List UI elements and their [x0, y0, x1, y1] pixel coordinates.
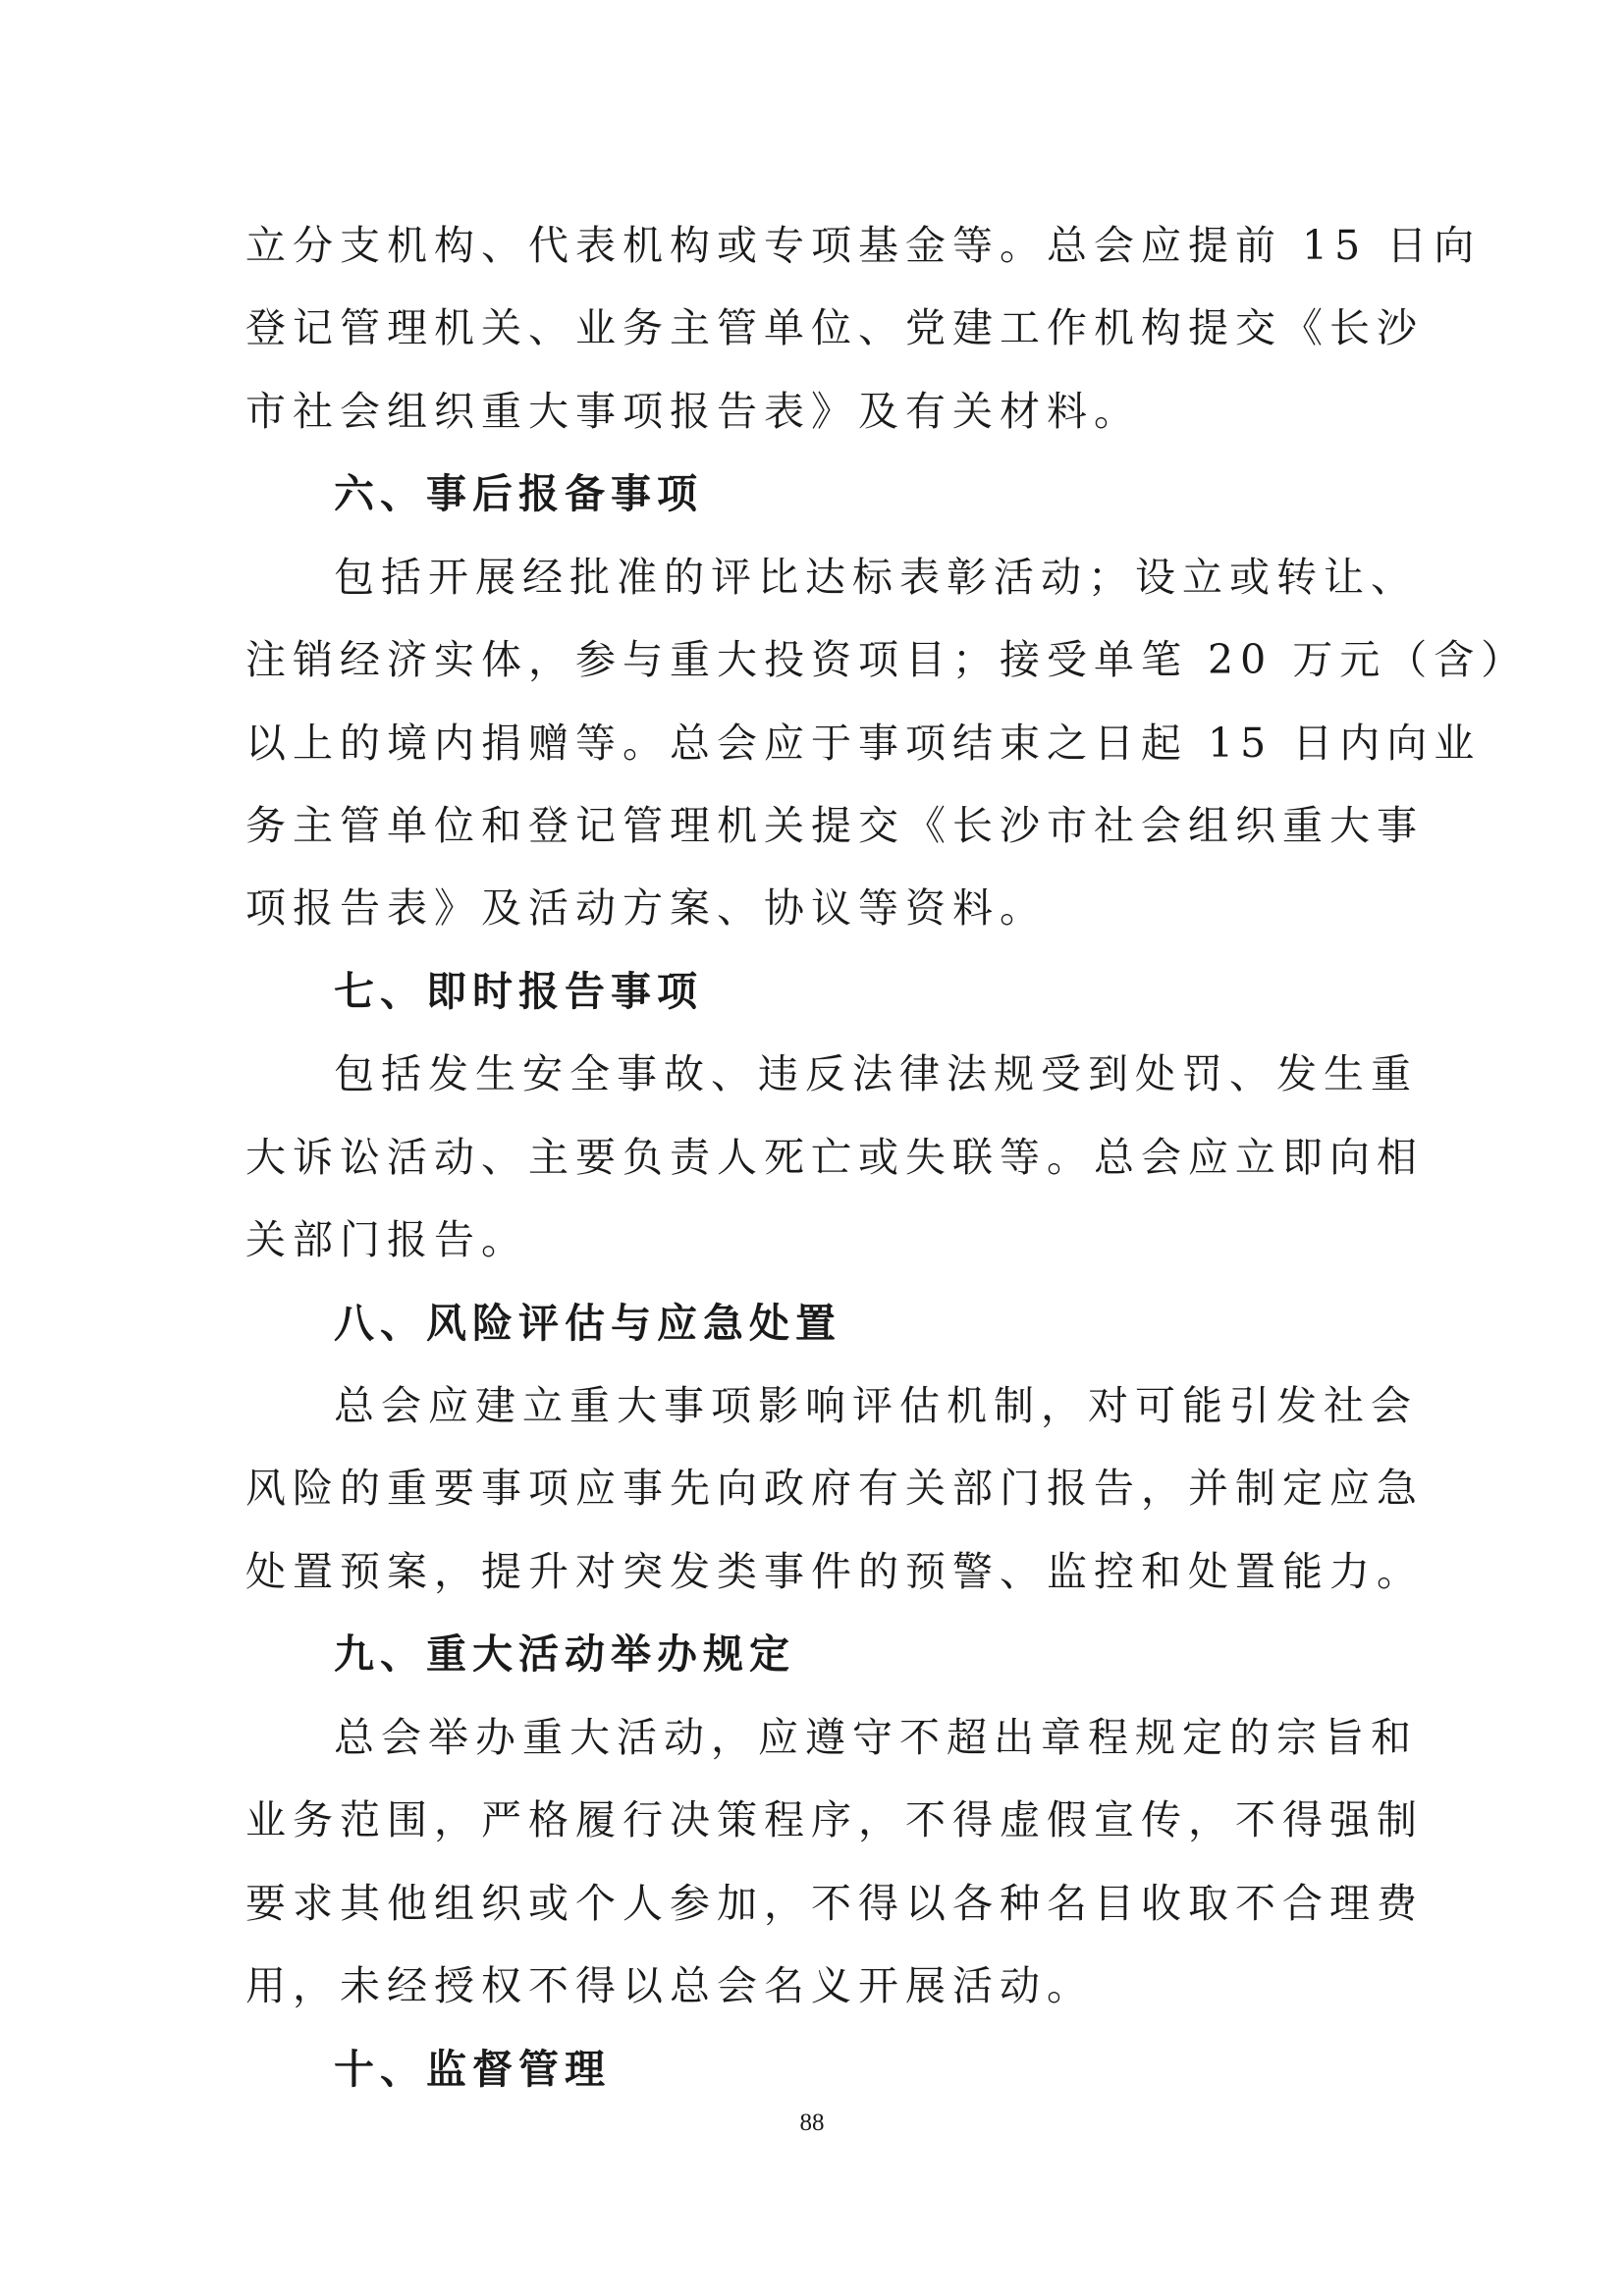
paragraph-line: 大诉讼活动、主要负责人死亡或失联等。总会应立即向相 — [245, 1134, 1424, 1181]
section-heading: 七、即时报告事项 — [334, 968, 703, 1015]
paragraph-line: 风险的重要事项应事先向政府有关部门报告，并制定应急 — [245, 1465, 1424, 1512]
paragraph-line: 关部门报告。 — [245, 1216, 528, 1263]
paragraph-line: 用，未经授权不得以总会名义开展活动。 — [245, 1962, 1094, 2009]
paragraph-line: 总会应建立重大事项影响评估机制，对可能引发社会 — [334, 1382, 1418, 1429]
paragraph-line: 项报告表》及活动方案、协议等资料。 — [245, 884, 1047, 932]
paragraph-line: 立分支机构、代表机构或专项基金等。总会应提前 15 日向 — [245, 222, 1482, 269]
paragraph-line: 注销经济实体，参与重大投资项目；接受单笔 20 万元（含） — [245, 636, 1529, 683]
paragraph-line: 业务范围，严格履行决策程序，不得虚假宣传，不得强制 — [245, 1796, 1424, 1843]
paragraph-line: 以上的境内捐赠等。总会应于事项结束之日起 15 日内向业 — [245, 720, 1482, 767]
paragraph-line: 包括发生安全事故、违反法律法规受到处罚、发生重 — [334, 1050, 1418, 1097]
paragraph-line: 登记管理机关、业务主管单位、党建工作机构提交《长沙 — [245, 304, 1424, 351]
section-heading: 六、事后报备事项 — [334, 470, 703, 517]
paragraph-line: 务主管单位和登记管理机关提交《长沙市社会组织重大事 — [245, 802, 1424, 849]
section-heading: 十、监督管理 — [334, 2046, 611, 2093]
page-number: 88 — [799, 2109, 825, 2136]
paragraph-line: 处置预案，提升对突发类事件的预警、监控和处置能力。 — [245, 1548, 1424, 1595]
section-heading: 九、重大活动举办规定 — [334, 1630, 795, 1678]
paragraph-line: 包括开展经批准的评比达标表彰活动；设立或转让、 — [334, 554, 1418, 601]
paragraph-line: 市社会组织重大事项报告表》及有关材料。 — [245, 388, 1141, 435]
paragraph-line: 总会举办重大活动，应遵守不超出章程规定的宗旨和 — [334, 1714, 1418, 1761]
paragraph-line: 要求其他组织或个人参加，不得以各种名目收取不合理费 — [245, 1880, 1424, 1927]
section-heading: 八、风险评估与应急处置 — [334, 1300, 841, 1347]
